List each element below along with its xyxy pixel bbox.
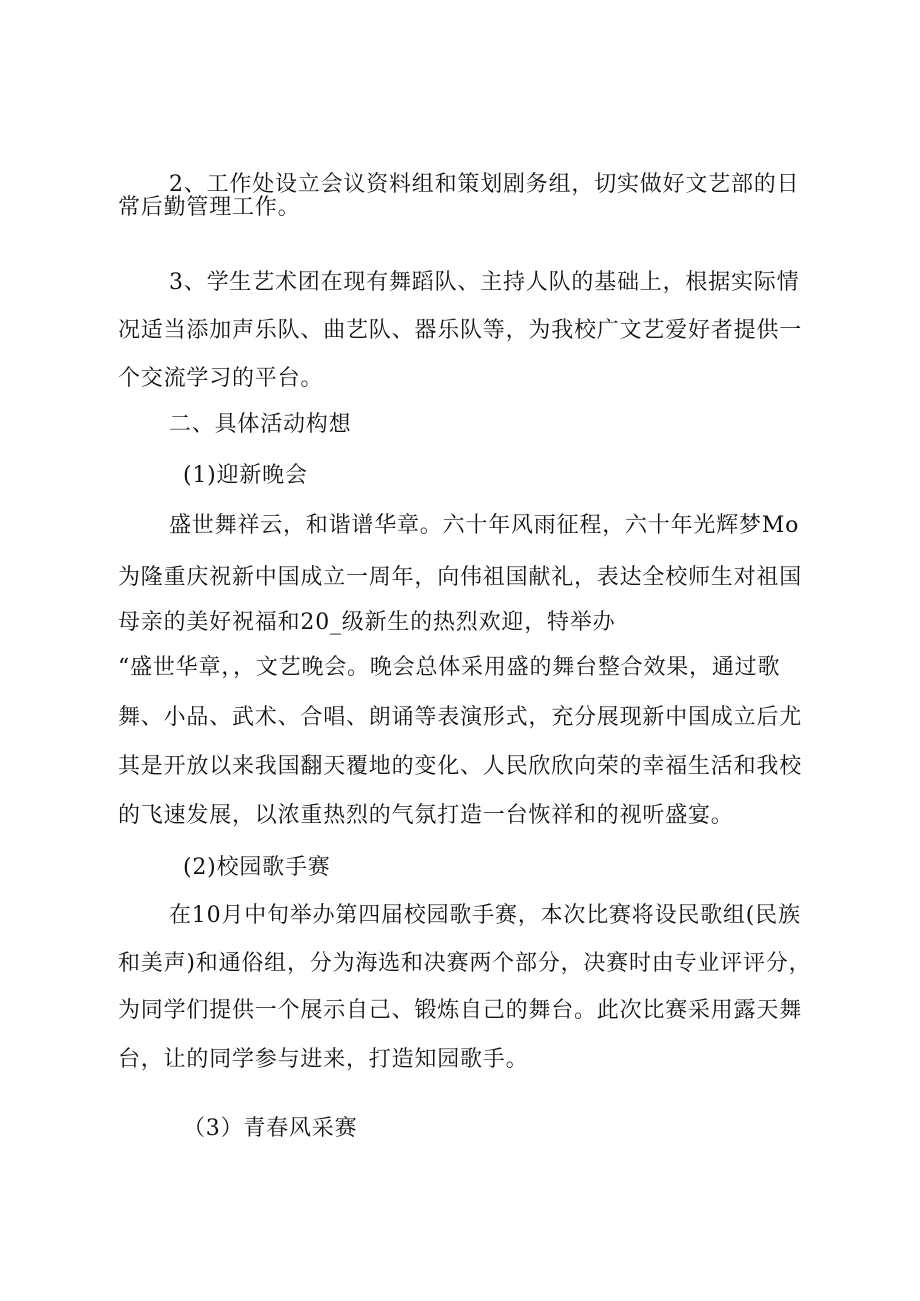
paragraph-line: 母亲的美好祝福和20_级新生的热烈欢迎，特举办 bbox=[118, 610, 616, 635]
paragraph-line: 为隆重庆祝新中国成立一周年，向伟祖国献礼，表达全校师生对祖国 bbox=[118, 565, 803, 590]
paragraph-line: 常后勤管理工作。 bbox=[118, 195, 301, 220]
subsection-heading: （3）青春风采赛 bbox=[183, 1116, 358, 1141]
paragraph-line: 台，让的同学参与进来，打造知园歌手。 bbox=[118, 1047, 529, 1072]
subsection-heading: (1)迎新晚会 bbox=[183, 463, 308, 488]
paragraph-line: 个交流学习的平台。 bbox=[118, 366, 324, 391]
paragraph-line: 况适当添加声乐队、曲艺队、器乐队等，为我校广文艺爱好者提供一 bbox=[118, 318, 803, 343]
paragraph-line: 为同学们提供一个展示自己、锻炼自己的舞台。此次比赛采用露天舞 bbox=[118, 998, 803, 1023]
paragraph-line: 盛世舞祥云，和谐谱华章。六十年风雨征程，六十年光辉梦Mo bbox=[169, 513, 800, 538]
paragraph-line: 3、学生艺术团在现有舞蹈队、主持人队的基础上，根据实际情 bbox=[169, 270, 800, 295]
paragraph-line: “盛世华章，，文艺晚会。晚会总体采用盛的舞台整合效果，通过歌 bbox=[118, 655, 781, 680]
paragraph-line: 舞、小品、武术、合唱、朗诵等表演形式，充分展现新中国成立后尤 bbox=[118, 705, 803, 730]
subsection-heading: (2)校园歌手赛 bbox=[183, 855, 331, 880]
paragraph-line: 2、工作处设立会议资料组和策划剧务组，切实做好文艺部的日 bbox=[169, 172, 800, 197]
paragraph-line: 和美声)和通俗组，分为海选和决赛两个部分，决赛时由专业评评分， bbox=[118, 951, 812, 976]
paragraph-line: 的飞速发展，以浓重热烈的气氛打造一台恢祥和的视听盛宴。 bbox=[118, 803, 734, 828]
section-heading: 二、具体活动构想 bbox=[169, 412, 352, 437]
paragraph-line: 其是开放以来我国翻天覆地的变化、人民欣欣向荣的幸福生活和我校 bbox=[118, 754, 803, 779]
paragraph-line: 在10月中旬举办第四届校园歌手赛，本次比赛将设民歌组(民族 bbox=[169, 903, 801, 928]
